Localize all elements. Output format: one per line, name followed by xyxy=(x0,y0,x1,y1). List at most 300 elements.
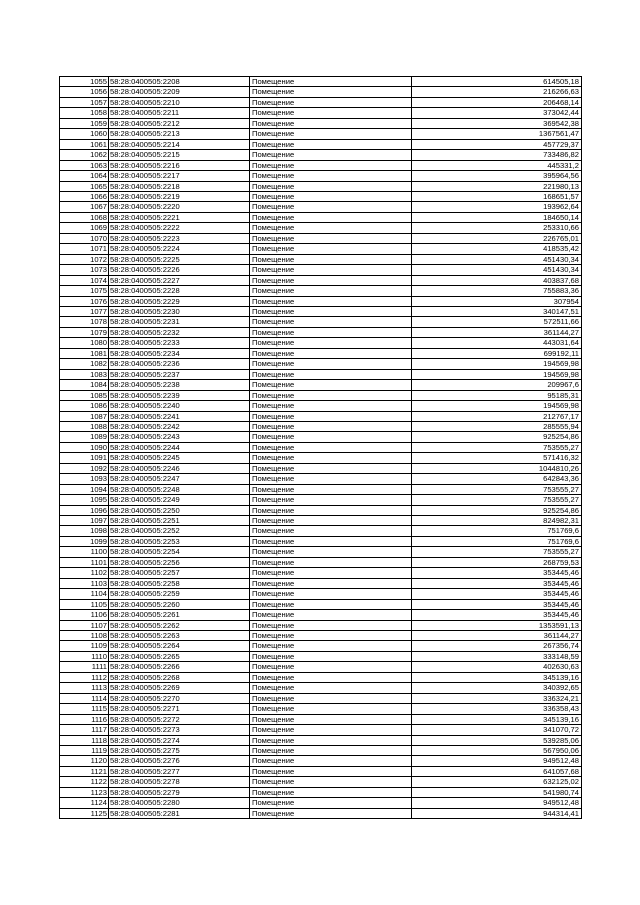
cadastral-number-cell: 58:28:0400505:2263 xyxy=(109,631,250,641)
cadastral-value-cell: 373042,44 xyxy=(412,108,582,118)
cadastral-value-cell: 193962,64 xyxy=(412,202,582,212)
cadastral-number-cell: 58:28:0400505:2252 xyxy=(109,526,250,536)
row-number-cell: 1076 xyxy=(60,296,109,306)
object-type-cell: Помещение xyxy=(250,296,412,306)
table-row xyxy=(60,254,582,264)
cadastral-value-cell: 395964,56 xyxy=(412,171,582,181)
row-number-cell: 1101 xyxy=(60,557,109,567)
cadastral-value-cell: 212767,17 xyxy=(412,411,582,421)
cadastral-number-cell: 58:28:0400505:2225 xyxy=(109,254,250,264)
object-type-cell: Помещение xyxy=(250,798,412,808)
table-row xyxy=(60,547,582,557)
object-type-cell: Помещение xyxy=(250,191,412,201)
row-number-cell: 1119 xyxy=(60,746,109,756)
row-number-cell: 1066 xyxy=(60,191,109,201)
cadastral-value-cell: 614505,18 xyxy=(412,77,582,87)
table-row xyxy=(60,421,582,431)
cadastral-number-cell: 58:28:0400505:2243 xyxy=(109,432,250,442)
row-number-cell: 1082 xyxy=(60,359,109,369)
object-type-cell: Помещение xyxy=(250,390,412,400)
object-type-cell: Помещение xyxy=(250,641,412,651)
cadastral-value-cell: 445331,2 xyxy=(412,160,582,170)
row-number-cell: 1114 xyxy=(60,693,109,703)
cadastral-number-cell: 58:28:0400505:2227 xyxy=(109,275,250,285)
cadastral-number-cell: 58:28:0400505:2271 xyxy=(109,704,250,714)
cadastral-number-cell: 58:28:0400505:2217 xyxy=(109,171,250,181)
table-row xyxy=(60,212,582,222)
table-row xyxy=(60,725,582,735)
object-type-cell: Помещение xyxy=(250,787,412,797)
row-number-cell: 1068 xyxy=(60,212,109,222)
cadastral-value-cell: 925254,86 xyxy=(412,432,582,442)
cadastral-number-cell: 58:28:0400505:2251 xyxy=(109,516,250,526)
cadastral-value-cell: 949512,48 xyxy=(412,756,582,766)
row-number-cell: 1065 xyxy=(60,181,109,191)
table-row xyxy=(60,568,582,578)
table-row xyxy=(60,139,582,149)
cadastral-number-cell: 58:28:0400505:2247 xyxy=(109,474,250,484)
object-type-cell: Помещение xyxy=(250,87,412,97)
table-row xyxy=(60,526,582,536)
cadastral-value-cell: 824982,31 xyxy=(412,516,582,526)
cadastral-value-cell: 751769,6 xyxy=(412,526,582,536)
object-type-cell: Помещение xyxy=(250,171,412,181)
object-type-cell: Помещение xyxy=(250,129,412,139)
cadastral-value-table xyxy=(59,76,582,819)
object-type-cell: Помещение xyxy=(250,317,412,327)
table-row xyxy=(60,651,582,661)
object-type-cell: Помещение xyxy=(250,212,412,222)
table-row xyxy=(60,306,582,316)
table-row xyxy=(60,495,582,505)
table-row xyxy=(60,672,582,682)
object-type-cell: Помещение xyxy=(250,233,412,243)
cadastral-value-cell: 1044810,26 xyxy=(412,463,582,473)
row-number-cell: 1102 xyxy=(60,568,109,578)
row-number-cell: 1072 xyxy=(60,254,109,264)
object-type-cell: Помещение xyxy=(250,620,412,630)
row-number-cell: 1091 xyxy=(60,453,109,463)
row-number-cell: 1117 xyxy=(60,725,109,735)
row-number-cell: 1121 xyxy=(60,766,109,776)
row-number-cell: 1088 xyxy=(60,421,109,431)
row-number-cell: 1060 xyxy=(60,129,109,139)
row-number-cell: 1097 xyxy=(60,516,109,526)
cadastral-number-cell: 58:28:0400505:2219 xyxy=(109,191,250,201)
row-number-cell: 1104 xyxy=(60,589,109,599)
table-body xyxy=(60,77,582,819)
table-row xyxy=(60,317,582,327)
table-row xyxy=(60,97,582,107)
table-row xyxy=(60,390,582,400)
table-row xyxy=(60,108,582,118)
cadastral-value-cell: 571416,32 xyxy=(412,453,582,463)
cadastral-number-cell: 58:28:0400505:2261 xyxy=(109,610,250,620)
table-row xyxy=(60,380,582,390)
cadastral-number-cell: 58:28:0400505:2230 xyxy=(109,306,250,316)
table-row xyxy=(60,129,582,139)
cadastral-number-cell: 58:28:0400505:2268 xyxy=(109,672,250,682)
row-number-cell: 1067 xyxy=(60,202,109,212)
row-number-cell: 1062 xyxy=(60,150,109,160)
object-type-cell: Помещение xyxy=(250,808,412,818)
cadastral-value-cell: 285555,94 xyxy=(412,421,582,431)
cadastral-number-cell: 58:28:0400505:2212 xyxy=(109,118,250,128)
cadastral-number-cell: 58:28:0400505:2249 xyxy=(109,495,250,505)
cadastral-number-cell: 58:28:0400505:2260 xyxy=(109,599,250,609)
table-row xyxy=(60,693,582,703)
table-row xyxy=(60,557,582,567)
cadastral-number-cell: 58:28:0400505:2221 xyxy=(109,212,250,222)
cadastral-number-cell: 58:28:0400505:2241 xyxy=(109,411,250,421)
cadastral-number-cell: 58:28:0400505:2273 xyxy=(109,725,250,735)
row-number-cell: 1094 xyxy=(60,484,109,494)
object-type-cell: Помещение xyxy=(250,463,412,473)
cadastral-value-cell: 733486,82 xyxy=(412,150,582,160)
row-number-cell: 1071 xyxy=(60,244,109,254)
row-number-cell: 1083 xyxy=(60,369,109,379)
cadastral-number-cell: 58:28:0400505:2226 xyxy=(109,265,250,275)
object-type-cell: Помещение xyxy=(250,516,412,526)
cadastral-value-cell: 206468,14 xyxy=(412,97,582,107)
table-row xyxy=(60,704,582,714)
cadastral-number-cell: 58:28:0400505:2213 xyxy=(109,129,250,139)
object-type-cell: Помещение xyxy=(250,714,412,724)
object-type-cell: Помещение xyxy=(250,442,412,452)
cadastral-value-cell: 753555,27 xyxy=(412,495,582,505)
row-number-cell: 1113 xyxy=(60,683,109,693)
row-number-cell: 1063 xyxy=(60,160,109,170)
cadastral-number-cell: 58:28:0400505:2246 xyxy=(109,463,250,473)
cadastral-number-cell: 58:28:0400505:2274 xyxy=(109,735,250,745)
cadastral-value-cell: 539285,06 xyxy=(412,735,582,745)
row-number-cell: 1103 xyxy=(60,578,109,588)
row-number-cell: 1077 xyxy=(60,306,109,316)
cadastral-number-cell: 58:28:0400505:2278 xyxy=(109,777,250,787)
row-number-cell: 1099 xyxy=(60,536,109,546)
cadastral-number-cell: 58:28:0400505:2215 xyxy=(109,150,250,160)
cadastral-number-cell: 58:28:0400505:2257 xyxy=(109,568,250,578)
row-number-cell: 1122 xyxy=(60,777,109,787)
cadastral-number-cell: 58:28:0400505:2256 xyxy=(109,557,250,567)
table-row xyxy=(60,620,582,630)
table-row xyxy=(60,87,582,97)
cadastral-value-cell: 221980,13 xyxy=(412,181,582,191)
cadastral-value-cell: 641057,68 xyxy=(412,766,582,776)
table-row xyxy=(60,202,582,212)
cadastral-value-cell: 443031,64 xyxy=(412,338,582,348)
cadastral-value-cell: 451430,34 xyxy=(412,265,582,275)
object-type-cell: Помещение xyxy=(250,599,412,609)
table-row xyxy=(60,369,582,379)
cadastral-value-cell: 1367561,47 xyxy=(412,129,582,139)
row-number-cell: 1096 xyxy=(60,505,109,515)
table-row xyxy=(60,77,582,87)
table-row xyxy=(60,453,582,463)
object-type-cell: Помещение xyxy=(250,108,412,118)
cadastral-number-cell: 58:28:0400505:2223 xyxy=(109,233,250,243)
cadastral-value-cell: 194569,98 xyxy=(412,369,582,379)
table-row xyxy=(60,118,582,128)
row-number-cell: 1100 xyxy=(60,547,109,557)
cadastral-number-cell: 58:28:0400505:2269 xyxy=(109,683,250,693)
object-type-cell: Помещение xyxy=(250,202,412,212)
cadastral-number-cell: 58:28:0400505:2224 xyxy=(109,244,250,254)
object-type-cell: Помещение xyxy=(250,150,412,160)
table-row xyxy=(60,181,582,191)
cadastral-number-cell: 58:28:0400505:2214 xyxy=(109,139,250,149)
table-row xyxy=(60,233,582,243)
row-number-cell: 1086 xyxy=(60,401,109,411)
object-type-cell: Помещение xyxy=(250,160,412,170)
cadastral-value-cell: 361144,27 xyxy=(412,631,582,641)
object-type-cell: Помещение xyxy=(250,484,412,494)
cadastral-value-cell: 333148,59 xyxy=(412,651,582,661)
table-row xyxy=(60,714,582,724)
cadastral-number-cell: 58:28:0400505:2218 xyxy=(109,181,250,191)
table-row xyxy=(60,463,582,473)
object-type-cell: Помещение xyxy=(250,735,412,745)
row-number-cell: 1125 xyxy=(60,808,109,818)
object-type-cell: Помещение xyxy=(250,474,412,484)
object-type-cell: Помещение xyxy=(250,223,412,233)
object-type-cell: Помещение xyxy=(250,306,412,316)
cadastral-number-cell: 58:28:0400505:2238 xyxy=(109,380,250,390)
object-type-cell: Помещение xyxy=(250,683,412,693)
cadastral-value-cell: 345139,16 xyxy=(412,672,582,682)
table-row xyxy=(60,150,582,160)
row-number-cell: 1080 xyxy=(60,338,109,348)
cadastral-value-cell: 361144,27 xyxy=(412,327,582,337)
object-type-cell: Помещение xyxy=(250,181,412,191)
table-row xyxy=(60,610,582,620)
cadastral-number-cell: 58:28:0400505:2275 xyxy=(109,746,250,756)
table-row xyxy=(60,401,582,411)
table-row xyxy=(60,411,582,421)
row-number-cell: 1116 xyxy=(60,714,109,724)
cadastral-value-cell: 753555,27 xyxy=(412,484,582,494)
row-number-cell: 1124 xyxy=(60,798,109,808)
object-type-cell: Помещение xyxy=(250,286,412,296)
object-type-cell: Помещение xyxy=(250,254,412,264)
table-row xyxy=(60,536,582,546)
object-type-cell: Помещение xyxy=(250,766,412,776)
cadastral-number-cell: 58:28:0400505:2248 xyxy=(109,484,250,494)
cadastral-value-cell: 457729,37 xyxy=(412,139,582,149)
table-row xyxy=(60,578,582,588)
cadastral-number-cell: 58:28:0400505:2220 xyxy=(109,202,250,212)
object-type-cell: Помещение xyxy=(250,401,412,411)
table-row xyxy=(60,432,582,442)
table-row xyxy=(60,798,582,808)
table-row xyxy=(60,662,582,672)
row-number-cell: 1081 xyxy=(60,348,109,358)
row-number-cell: 1061 xyxy=(60,139,109,149)
row-number-cell: 1087 xyxy=(60,411,109,421)
table-row xyxy=(60,244,582,254)
row-number-cell: 1112 xyxy=(60,672,109,682)
row-number-cell: 1115 xyxy=(60,704,109,714)
cadastral-number-cell: 58:28:0400505:2216 xyxy=(109,160,250,170)
object-type-cell: Помещение xyxy=(250,505,412,515)
table-row xyxy=(60,516,582,526)
object-type-cell: Помещение xyxy=(250,631,412,641)
cadastral-value-cell: 944314,41 xyxy=(412,808,582,818)
cadastral-number-cell: 58:28:0400505:2254 xyxy=(109,547,250,557)
cadastral-number-cell: 58:28:0400505:2244 xyxy=(109,442,250,452)
object-type-cell: Помещение xyxy=(250,369,412,379)
table-row xyxy=(60,641,582,651)
object-type-cell: Помещение xyxy=(250,568,412,578)
object-type-cell: Помещение xyxy=(250,97,412,107)
object-type-cell: Помещение xyxy=(250,327,412,337)
cadastral-value-cell: 268759,53 xyxy=(412,557,582,567)
object-type-cell: Помещение xyxy=(250,693,412,703)
cadastral-number-cell: 58:28:0400505:2270 xyxy=(109,693,250,703)
table-row xyxy=(60,808,582,818)
cadastral-number-cell: 58:28:0400505:2262 xyxy=(109,620,250,630)
cadastral-number-cell: 58:28:0400505:2253 xyxy=(109,536,250,546)
object-type-cell: Помещение xyxy=(250,756,412,766)
cadastral-number-cell: 58:28:0400505:2209 xyxy=(109,87,250,97)
row-number-cell: 1109 xyxy=(60,641,109,651)
row-number-cell: 1106 xyxy=(60,610,109,620)
row-number-cell: 1056 xyxy=(60,87,109,97)
cadastral-number-cell: 58:28:0400505:2245 xyxy=(109,453,250,463)
cadastral-value-cell: 753555,27 xyxy=(412,442,582,452)
cadastral-value-cell: 353445,46 xyxy=(412,578,582,588)
cadastral-number-cell: 58:28:0400505:2228 xyxy=(109,286,250,296)
cadastral-number-cell: 58:28:0400505:2222 xyxy=(109,223,250,233)
row-number-cell: 1073 xyxy=(60,265,109,275)
row-number-cell: 1070 xyxy=(60,233,109,243)
cadastral-number-cell: 58:28:0400505:2239 xyxy=(109,390,250,400)
cadastral-number-cell: 58:28:0400505:2229 xyxy=(109,296,250,306)
table-row xyxy=(60,631,582,641)
cadastral-value-cell: 336324,21 xyxy=(412,693,582,703)
row-number-cell: 1090 xyxy=(60,442,109,452)
row-number-cell: 1079 xyxy=(60,327,109,337)
cadastral-value-cell: 336358,43 xyxy=(412,704,582,714)
object-type-cell: Помещение xyxy=(250,526,412,536)
cadastral-value-cell: 345139,16 xyxy=(412,714,582,724)
object-type-cell: Помещение xyxy=(250,651,412,661)
table-row xyxy=(60,766,582,776)
cadastral-value-cell: 226765,01 xyxy=(412,233,582,243)
table-row xyxy=(60,484,582,494)
object-type-cell: Помещение xyxy=(250,421,412,431)
cadastral-number-cell: 58:28:0400505:2276 xyxy=(109,756,250,766)
cadastral-value-cell: 1353591,13 xyxy=(412,620,582,630)
cadastral-value-cell: 949512,48 xyxy=(412,798,582,808)
cadastral-value-cell: 925254,86 xyxy=(412,505,582,515)
cadastral-value-cell: 753555,27 xyxy=(412,547,582,557)
cadastral-value-cell: 194569,98 xyxy=(412,401,582,411)
cadastral-number-cell: 58:28:0400505:2265 xyxy=(109,651,250,661)
cadastral-number-cell: 58:28:0400505:2208 xyxy=(109,77,250,87)
table-row xyxy=(60,286,582,296)
row-number-cell: 1084 xyxy=(60,380,109,390)
cadastral-value-cell: 451430,34 xyxy=(412,254,582,264)
object-type-cell: Помещение xyxy=(250,359,412,369)
object-type-cell: Помещение xyxy=(250,118,412,128)
cadastral-value-cell: 307954 xyxy=(412,296,582,306)
row-number-cell: 1058 xyxy=(60,108,109,118)
row-number-cell: 1107 xyxy=(60,620,109,630)
cadastral-value-cell: 755883,36 xyxy=(412,286,582,296)
object-type-cell: Помещение xyxy=(250,704,412,714)
cadastral-number-cell: 58:28:0400505:2211 xyxy=(109,108,250,118)
table-row xyxy=(60,265,582,275)
object-type-cell: Помещение xyxy=(250,662,412,672)
cadastral-number-cell: 58:28:0400505:2266 xyxy=(109,662,250,672)
row-number-cell: 1074 xyxy=(60,275,109,285)
table-row xyxy=(60,171,582,181)
table-row xyxy=(60,683,582,693)
object-type-cell: Помещение xyxy=(250,557,412,567)
cadastral-number-cell: 58:28:0400505:2272 xyxy=(109,714,250,724)
cadastral-value-cell: 751769,6 xyxy=(412,536,582,546)
cadastral-value-cell: 95185,31 xyxy=(412,390,582,400)
table-row xyxy=(60,589,582,599)
table-row xyxy=(60,777,582,787)
row-number-cell: 1075 xyxy=(60,286,109,296)
cadastral-number-cell: 58:28:0400505:2232 xyxy=(109,327,250,337)
object-type-cell: Помещение xyxy=(250,725,412,735)
cadastral-value-cell: 567950,06 xyxy=(412,746,582,756)
cadastral-value-cell: 699192,11 xyxy=(412,348,582,358)
cadastral-value-cell: 340392,65 xyxy=(412,683,582,693)
object-type-cell: Помещение xyxy=(250,547,412,557)
cadastral-number-cell: 58:28:0400505:2250 xyxy=(109,505,250,515)
cadastral-value-cell: 209967,6 xyxy=(412,380,582,390)
object-type-cell: Помещение xyxy=(250,672,412,682)
row-number-cell: 1085 xyxy=(60,390,109,400)
cadastral-number-cell: 58:28:0400505:2210 xyxy=(109,97,250,107)
table-row xyxy=(60,746,582,756)
table-row xyxy=(60,735,582,745)
table-row xyxy=(60,359,582,369)
object-type-cell: Помещение xyxy=(250,139,412,149)
cadastral-value-cell: 642843,36 xyxy=(412,474,582,484)
cadastral-number-cell: 58:28:0400505:2264 xyxy=(109,641,250,651)
object-type-cell: Помещение xyxy=(250,411,412,421)
table-row xyxy=(60,191,582,201)
row-number-cell: 1055 xyxy=(60,77,109,87)
cadastral-value-cell: 267356,74 xyxy=(412,641,582,651)
object-type-cell: Помещение xyxy=(250,746,412,756)
table-row xyxy=(60,442,582,452)
cadastral-number-cell: 58:28:0400505:2231 xyxy=(109,317,250,327)
row-number-cell: 1057 xyxy=(60,97,109,107)
object-type-cell: Помещение xyxy=(250,589,412,599)
row-number-cell: 1089 xyxy=(60,432,109,442)
cadastral-value-cell: 216266,63 xyxy=(412,87,582,97)
table-row xyxy=(60,787,582,797)
cadastral-number-cell: 58:28:0400505:2233 xyxy=(109,338,250,348)
row-number-cell: 1078 xyxy=(60,317,109,327)
cadastral-number-cell: 58:28:0400505:2280 xyxy=(109,798,250,808)
cadastral-value-cell: 353445,46 xyxy=(412,589,582,599)
cadastral-value-cell: 184650,14 xyxy=(412,212,582,222)
cadastral-value-cell: 403837,68 xyxy=(412,275,582,285)
cadastral-value-cell: 353445,46 xyxy=(412,610,582,620)
cadastral-number-cell: 58:28:0400505:2279 xyxy=(109,787,250,797)
table-row xyxy=(60,474,582,484)
row-number-cell: 1098 xyxy=(60,526,109,536)
row-number-cell: 1093 xyxy=(60,474,109,484)
object-type-cell: Помещение xyxy=(250,536,412,546)
